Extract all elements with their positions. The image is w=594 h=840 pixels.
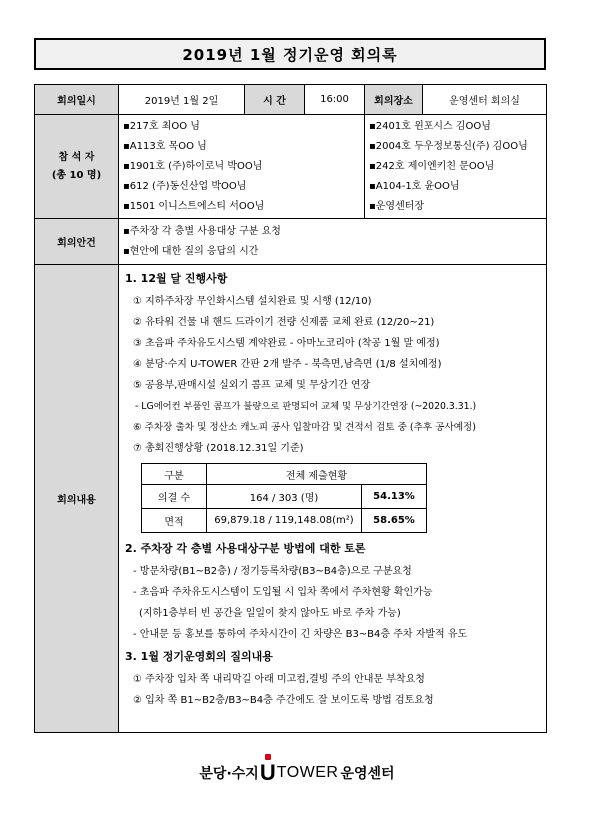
attendee: ▪A113호 목OO 님 [123,141,207,152]
section3-title: 3. 1월 정기운영회의 질의내용 [125,650,273,663]
content-cell [119,265,547,733]
section1-title: 1. 12월 달 진행사항 [125,272,228,285]
attendee: ▪612 (주)동신산업 박OO님 [123,181,247,192]
agenda-label: 회의안건 [35,219,119,265]
section1-item: ⑤ 공용부,판매시설 실외기 콤프 교체 및 무상기간 연장 [133,380,371,391]
attendee: ▪2401호 윈포시스 김OO님 [369,121,491,132]
section1-item: ③ 초음파 주차유도시스템 계약완료 - 아마노코리아 (착공 1월 말 예정) [133,338,440,349]
section3-item: ② 입차 쪽 B1~B2층/B3~B4층 주간에도 잘 보이도록 방법 검토요청 [133,695,434,706]
area-value: 69,879.18 / 119,148.08(m²) [207,509,362,533]
attendees-left-cell [119,115,365,219]
agenda-item: ▪현안에 대한 질의 응답의 시간 [123,245,259,257]
submission-header-total: 전체 제출현황 [207,464,427,485]
utower-logo-u [260,760,276,786]
agenda-item: ▪주차장 각 층별 사용대상 구분 요청 [123,225,281,237]
section1-item: - LG에어컨 부품인 콤프가 불량으로 판명되어 교체 및 무상기간연장 (~2020.3.31.) [135,401,477,412]
attendee: ▪1501 이니스트에스티 서OO님 [123,201,265,212]
footer-left-text: 분당·수지 [199,766,259,782]
votes-label: 의결 수 [142,485,207,509]
section1-item: ① 지하주차장 무인화시스템 설치완료 및 시행 (12/10) [133,296,372,307]
attendee: ▪2004호 두우정보통신(주) 김OO님 [369,141,528,152]
logo-letter: U [259,760,276,785]
section2-item: - 방문차량(B1~B2층) / 정기등록차량(B3~B4층)으로 구분요청 [133,566,412,577]
submission-header-category: 구분 [142,464,207,485]
content-label: 회의내용 [35,265,119,733]
attendee: ▪A104-1호 윤OO님 [369,181,460,192]
section2-title: 2. 주차장 각 층별 사용대상구분 방법에 대한 토론 [125,542,366,555]
footer-brand: TOWER [276,764,339,781]
section1-item: ⑦ 총회진행상황 (2018.12.31일 기준) [133,443,304,454]
section1-item: ⑥ 주차장 출차 및 정산소 캐노피 공사 입찰마감 및 견적서 검토 중 (추후 공사예정) [133,422,477,433]
minutes-table [34,84,547,733]
document-title-box [34,38,546,70]
date-value: 2019년 1월 2일 [119,85,245,115]
area-label: 면적 [142,509,207,533]
section1-item: ④ 분당·수지 U-TOWER 간판 2개 발주 - 북측면,남측면 (1/8 설치예정) [133,359,442,370]
section1-item: ② 유타워 건물 내 핸드 드라이기 전량 신제품 교체 완료 (12/20~21) [133,317,435,328]
attendee: ▪1901호 (주)하이로닉 박OO님 [123,161,263,172]
section3-item: ① 주차장 입차 쪽 내리막길 아래 미고컴,결빙 주의 안내문 부착요청 [133,674,425,685]
time-label: 시 간 [245,85,305,115]
footer-right-text: 운영센터 [340,766,395,782]
attendees-label: 참 석 자 [58,151,95,163]
section2-item: (지하1층부터 빈 공간을 일일이 찾지 않아도 바로 주차 가능) [139,608,401,619]
agenda-cell [119,219,547,265]
attendee: ▪217호 최OO 님 [123,121,200,132]
attendees-right-cell [365,115,547,219]
footer-logo [0,760,594,786]
section2-item: - 안내문 등 홍보를 통하여 주차시간이 긴 차량은 B3~B4층 주차 자발적 유도 [133,629,468,640]
place-label: 회의장소 [365,85,423,115]
date-label: 회의일시 [35,85,119,115]
attendee: ▪242호 제이엔키친 문OO님 [369,161,495,172]
section2-item: - 초음파 주차유도시스템이 도입될 시 입차 쪽에서 주차현황 확인가능 [133,587,433,598]
logo-dot-icon [265,754,271,760]
attendees-label-cell [35,115,119,219]
votes-percent: 54.13% [362,485,427,509]
votes-value: 164 / 303 (명) [207,485,362,509]
attendees-count: (총 10 명) [51,169,102,181]
attendee: ▪운영센터장 [369,201,425,212]
place-value: 운영센터 회의실 [423,85,547,115]
time-value: 16:00 [305,85,365,115]
document-title: 2019년 1월 정기운영 회의록 [182,45,398,64]
area-percent: 58.65% [362,509,427,533]
submission-table [141,463,427,533]
